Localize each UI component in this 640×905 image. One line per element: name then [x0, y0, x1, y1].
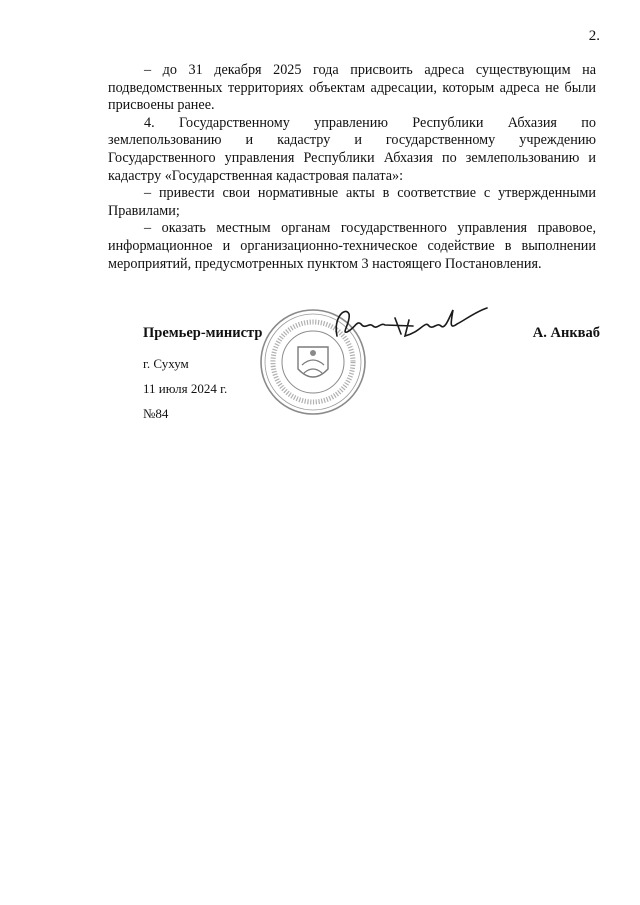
paragraph-3: – привести свои нормативные акты в соответствие с утвержденными Правилами; — [108, 185, 596, 219]
paragraph-4: – оказать местным органам государственного управления правовое, информационное и организационно-техническое содействие в выполнении мероприятий, предусмотренных пунктом 3 настоящего Постановления. — [108, 220, 596, 272]
signatory-title: Премьер-министр — [143, 325, 263, 341]
paragraph-2: 4. Государственному управлению Республики Абхазия по землепользованию и кадастру и государственному учреждению Государственного управления Республики Абхазия по землепользованию и кадастру «Государственная кадастровая палата»: — [108, 114, 596, 184]
document-number: №84 — [143, 406, 169, 421]
document-date: 11 июля 2024 г. — [143, 381, 228, 396]
signatory-name: А. Анкваб — [532, 325, 600, 341]
handwritten-signature-icon — [325, 300, 490, 350]
paragraph-1: – до 31 декабря 2025 года присвоить адреса существующим на подведомственных территориях объектам адресации, которым адреса не были присвоены ранее. — [108, 62, 596, 114]
document-place: г. Сухум — [143, 356, 189, 371]
page-number: 2. — [588, 28, 600, 44]
